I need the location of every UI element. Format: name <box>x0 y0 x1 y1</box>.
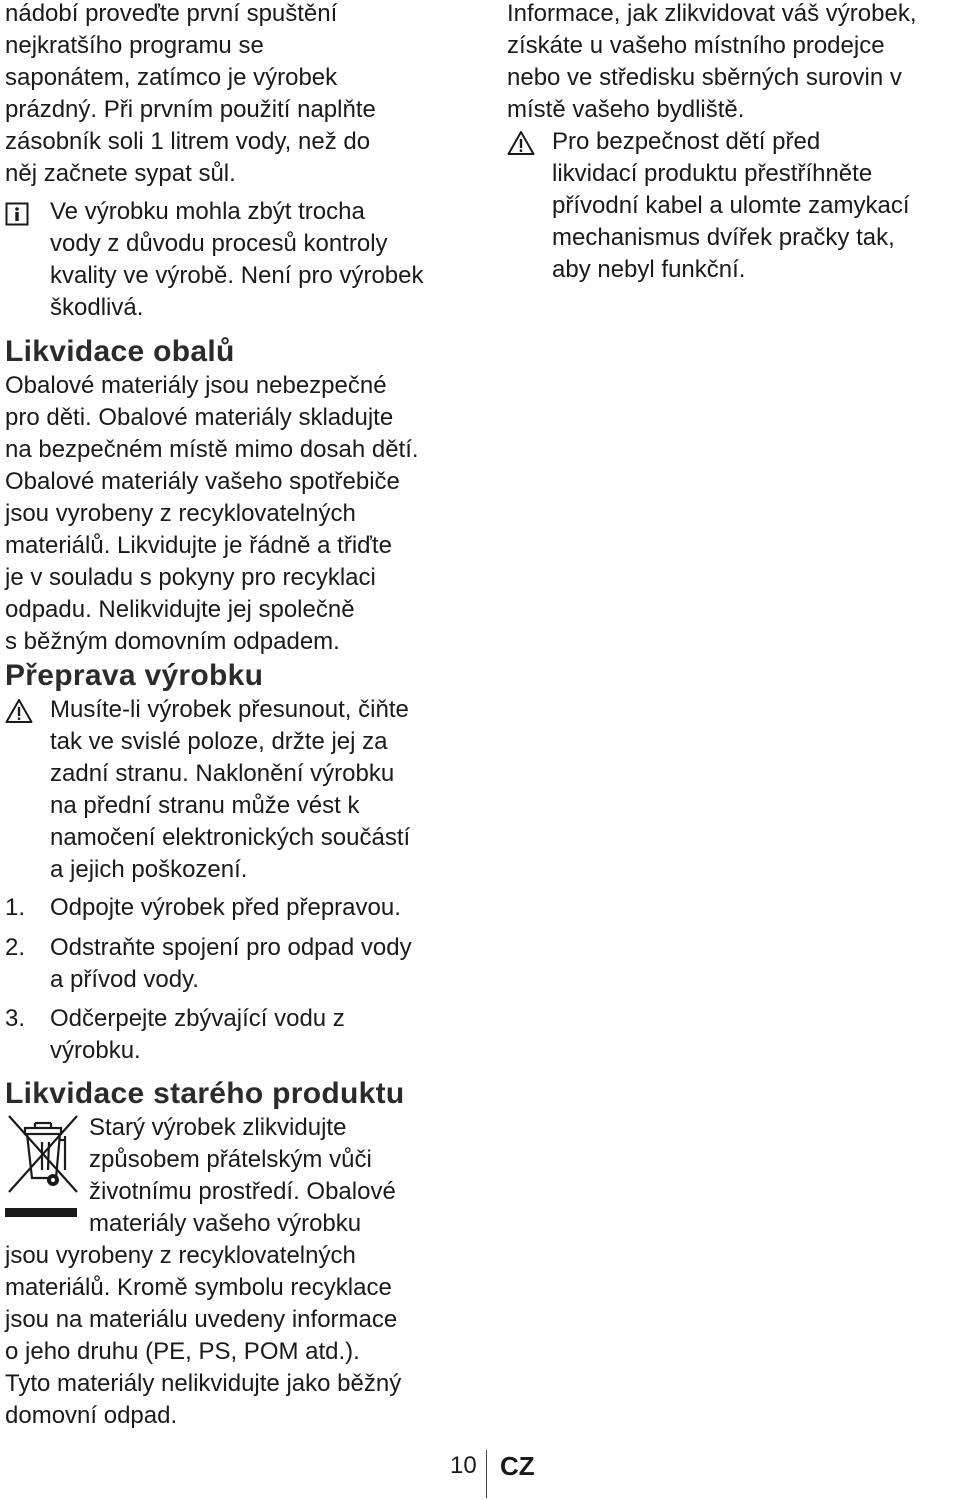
crossed-wheelie-bin-icon <box>5 1112 83 1224</box>
step-number: 1. <box>5 894 26 921</box>
step-number: 2. <box>5 934 26 961</box>
text-line: tak ve svislé poloze, držte jej za <box>50 728 388 755</box>
text-line: Odčerpejte zbývající vodu z <box>50 1005 345 1032</box>
text-line: nejkratšího programu se <box>5 32 264 59</box>
text-line: něj začnete sypat sůl. <box>5 160 236 187</box>
text-line: vody z důvodu procesů kontroly <box>50 230 388 257</box>
transport-section <box>5 658 473 886</box>
disposal-body <box>5 1112 473 1432</box>
step-number: 3. <box>5 1005 26 1032</box>
transport-heading: Přeprava výrobku <box>5 659 264 692</box>
text-line: zásobník soli 1 litrem vody, než do <box>5 128 371 155</box>
packaging-heading: Likvidace obalů <box>5 335 235 368</box>
text-line: a jejich poškození. <box>50 856 248 883</box>
text-line: materiály vašeho výrobku <box>89 1210 362 1237</box>
transport-step <box>5 892 473 924</box>
text-line: saponátem, zatímco je výrobek <box>5 64 338 91</box>
text-line: přívodní kabel a ulomte zamykací <box>552 192 910 219</box>
text-line: na bezpečném místě mimo dosah dětí. <box>5 436 419 463</box>
text-line: Informace, jak zlikvidovat váš výrobek, <box>507 0 917 27</box>
text-line: s běžným domovním odpadem. <box>5 628 340 655</box>
text-line: je v souladu s pokyny pro recyklaci <box>5 564 376 591</box>
text-line: Tyto materiály nelikvidujte jako běžný <box>5 1370 402 1397</box>
text-line: aby nebyl funkční. <box>552 256 746 283</box>
text-line: nádobí proveďte první spuštění <box>5 0 338 27</box>
page-number: 10 <box>450 1452 477 1479</box>
text-line: materiálů. Likvidujte je řádně a třiďte <box>5 532 392 559</box>
text-line: Obalové materiály vašeho spotřebiče <box>5 468 400 495</box>
text-line: kvality ve výrobě. Není pro výrobek <box>50 262 424 289</box>
text-line: zadní stranu. Naklonění výrobku <box>50 760 395 787</box>
text-line: Obalové materiály jsou nebezpečné <box>5 372 387 399</box>
text-line: odpadu. Nelikvidujte jej společně <box>5 596 355 623</box>
text-line: Ve výrobku mohla zbýt trocha <box>50 198 365 225</box>
warning-icon <box>507 130 535 156</box>
warning-icon <box>5 698 33 724</box>
text-line: získáte u vašeho místního prodejce <box>507 32 885 59</box>
text-line: namočení elektronických součástí <box>50 824 411 851</box>
text-line: Odstraňte spojení pro odpad vody <box>50 934 412 961</box>
disposal-section <box>5 1076 473 1432</box>
text-line: jsou vyrobeny z recyklovatelných <box>5 500 356 527</box>
text-line: materiálů. Kromě symbolu recyklace <box>5 1274 392 1301</box>
text-line: pro děti. Obalové materiály skladujte <box>5 404 394 431</box>
packaging-section <box>5 334 473 658</box>
text-line: výrobku. <box>50 1037 141 1064</box>
transport-step <box>5 1003 473 1067</box>
transport-warning <box>5 694 473 886</box>
text-line: jsou vyrobeny z recyklovatelných <box>5 1242 356 1269</box>
text-line: Starý výrobek zlikvidujte <box>89 1114 347 1141</box>
text-line: domovní odpad. <box>5 1402 178 1429</box>
text-line: o jeho druhu (PE, PS, POM atd.). <box>5 1338 360 1365</box>
language-code: CZ <box>500 1451 535 1481</box>
info-note <box>5 196 473 324</box>
text-line: životnímu prostředí. Obalové <box>89 1178 396 1205</box>
text-line: a přívod vody. <box>50 966 199 993</box>
info-icon <box>5 202 29 226</box>
text-line: způsobem přátelským vůči <box>89 1146 372 1173</box>
text-line: mechanismus dvířek pračky tak, <box>552 224 895 251</box>
text-line: nebo ve středisku sběrných surovin v <box>507 64 902 91</box>
text-line: na přední stranu může vést k <box>50 792 360 819</box>
text-line: Odpojte výrobek před přepravou. <box>50 894 401 921</box>
text-line: místě vašeho bydliště. <box>507 96 745 123</box>
text-line: jsou na materiálu uvedeny informace <box>5 1306 398 1333</box>
footer-divider <box>486 1450 487 1498</box>
child-safety-warning <box>507 126 955 286</box>
text-line: Musíte-li výrobek přesunout, čiňte <box>50 696 409 723</box>
intro-paragraph <box>5 0 473 190</box>
text-line: prázdný. Při prvním použití naplňte <box>5 96 376 123</box>
text-line: škodlivá. <box>50 294 144 321</box>
transport-step <box>5 932 473 996</box>
text-line: likvidací produktu přestříhněte <box>552 160 873 187</box>
disposal-heading: Likvidace starého produktu <box>5 1077 405 1110</box>
right-intro-paragraph <box>507 0 955 126</box>
text-line: Pro bezpečnost dětí před <box>552 128 821 155</box>
